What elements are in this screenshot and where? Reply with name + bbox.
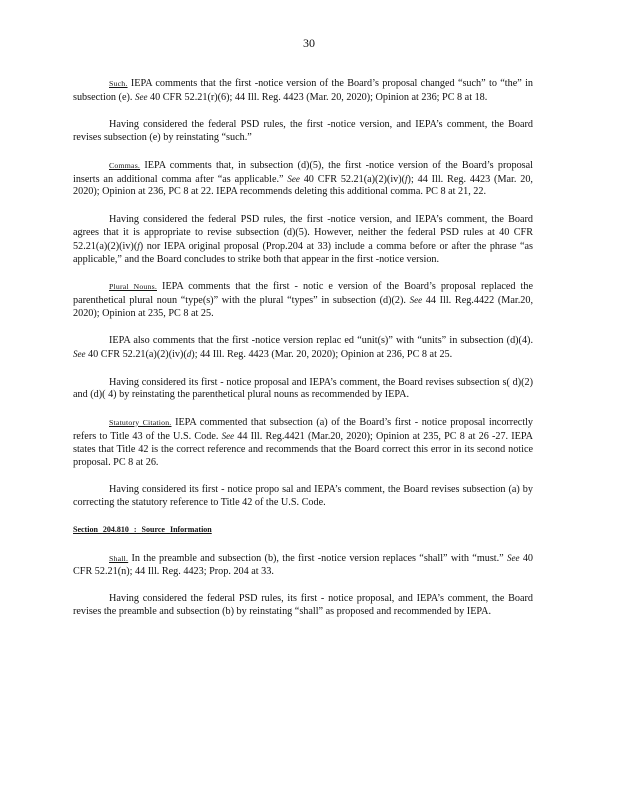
paragraph-text: IEPA comments that, in subsection (d)(5), the first -notice version of the Board’s proposal inserts an additional comma after “as applicable.” xyxy=(73,159,533,185)
page-body xyxy=(73,78,533,633)
paragraph xyxy=(73,160,533,200)
citation-signal: See xyxy=(134,91,148,102)
paragraph-text: Having considered the federal PSD rules, its first - notice proposal, and IEPA’s comment, the Board revises the preamble and subsection (b) by reinstating “shall” as proposed and recommended by IEPA. xyxy=(73,592,533,617)
paragraph xyxy=(73,484,533,510)
paragraphs-group xyxy=(73,78,533,510)
paragraph-text: 40 CFR 52.21(a)(2)(iv)( xyxy=(85,349,187,361)
paragraph-text: IEPA also comments that the first -notice version replac ed “unit(s)” with “units” in subsection (d)(4). xyxy=(109,335,533,347)
paragraph xyxy=(73,281,533,321)
paragraph-text: 44 Ill. Reg.4422 (Mar.20, 2020); Opinion at 235, PC 8 at 25. xyxy=(73,294,533,319)
paragraph xyxy=(73,78,533,105)
paragraph-lead-heading: Statutory Citation. xyxy=(109,417,172,427)
paragraph-text: Having considered the federal PSD rules, the first -notice version, and IEPA’s comment, the Board revises subsection (e) by reinstating “such.” xyxy=(73,119,533,144)
paragraph xyxy=(73,377,533,403)
paragraph-text: 44 Ill. Reg.4421 (Mar.20, 2020); Opinion at 235, PC 8 at 26 -27. IEPA states that Title 42 is the correct reference and recommends that the Board correct this error in its second notice proposal. PC 8 at 26. xyxy=(73,430,533,468)
paragraph xyxy=(73,552,533,579)
paragraph-text: 40 CFR 52.21(a)(2)(iv)( xyxy=(299,173,406,185)
paragraphs-group-after xyxy=(73,552,533,619)
paragraph-text: IEPA comments that the first - notic e version of the Board’s proposal replaced the parenthetical plural noun “type(s)” with the plural “types” in subsection (d)(2). xyxy=(73,280,533,306)
paragraph-text: IEPA comments that the first -notice version of the Board’s proposal changed “such” to “the” in subsection (e). xyxy=(73,78,533,103)
paragraph-text: ); 44 Ill. Reg. 4423 (Mar. 20, 2020); Opinion at 236, PC 8 at 22. IEPA recommends deleting this additional comma. PC 8 at 21, 22. xyxy=(73,173,533,198)
citation-signal: See xyxy=(221,430,235,441)
paragraph-text: Having considered the federal PSD rules, the first -notice version, and IEPA’s comment, the Board agrees that it is appropriate to revise subsection (d)(5). However, neither the federal PSD rules at 40 CFR 52.21(a)(2)(iv)( xyxy=(73,213,533,252)
paragraph-text: IEPA commented that subsection (a) of the Board’s first - notice proposal incorrectly refers to Title 43 of the U.S. Code. xyxy=(73,416,533,442)
citation-signal: See xyxy=(409,294,423,305)
paragraph xyxy=(73,593,533,619)
paragraph-text: Having considered its first - notice proposal and IEPA’s comment, the Board revises subsection s( d)(2) and (d)( 4) by reinstating the parenthetical plural nouns as recommended by IEPA. xyxy=(73,376,533,401)
page-number: 30 xyxy=(303,36,315,50)
paragraph-lead-heading: Shall. xyxy=(109,553,129,563)
paragraph-text: ) nor IEPA original proposal (Prop.204 at 33) include a comma before or after the phrase “as applicable,” and the Board concludes to strike both that appear in the first -notice version. xyxy=(73,240,533,265)
citation-signal: f xyxy=(137,240,140,251)
paragraph xyxy=(73,214,533,267)
paragraph-text: ); 44 Ill. Reg. 4423 (Mar. 20, 2020); Opinion at 236, PC 8 at 25. xyxy=(191,349,453,361)
citation-signal: See xyxy=(287,173,300,184)
citation-signal: See xyxy=(507,552,520,563)
paragraph xyxy=(73,417,533,470)
paragraph xyxy=(73,335,533,362)
paragraph-lead-heading: Plural Nouns. xyxy=(109,281,157,291)
paragraph-text: 40 CFR 52.21(n); 44 Ill. Reg. 4423; Prop. 204 at 33. xyxy=(73,552,534,577)
citation-signal: See xyxy=(73,349,86,360)
citation-signal: d xyxy=(186,349,192,360)
paragraph-text: In the preamble and subsection (b), the first -notice version replaces “shall” with “must.” xyxy=(128,552,508,564)
paragraph xyxy=(73,119,533,145)
paragraph-lead-heading: Commas. xyxy=(109,160,141,170)
section-heading: Section 204.810 : Source Information xyxy=(73,525,212,535)
citation-signal: f xyxy=(405,173,408,184)
paragraph-lead-heading: Such. xyxy=(109,79,128,88)
paragraph-text: Having considered its first - notice propo sal and IEPA’s comment, the Board revises subsection (a) by correcting the statutory reference to Title 42 of the U.S. Code. xyxy=(73,483,533,508)
paragraph-text: 40 CFR 52.21(r)(6); 44 Ill. Reg. 4423 (Mar. 20, 2020); Opinion at 236; PC 8 at 18. xyxy=(147,91,488,103)
